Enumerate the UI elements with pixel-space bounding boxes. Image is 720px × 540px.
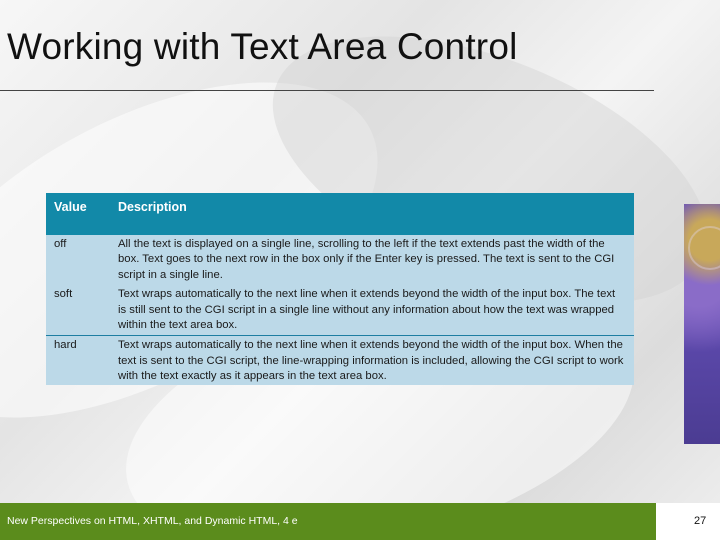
row-value: hard (54, 339, 77, 352)
header-description: Description (118, 193, 634, 235)
page-number: 27 (694, 515, 707, 527)
wrap-values-table (46, 193, 634, 385)
table-row (46, 235, 634, 285)
decorative-photo (684, 204, 720, 444)
row-description: All the text is displayed on a single line, scrolling to the left if the text extends past the width of the box. Text goes to the next row in the box only if the Enter key is pressed. The text is sent to the CGI script in a single line. (118, 238, 615, 281)
table-header-row (46, 193, 634, 235)
title-divider (0, 90, 654, 91)
slide-title: Working with Text Area Control (7, 26, 518, 67)
footer-text: New Perspectives on HTML, XHTML, and Dynamic HTML, 4 e (7, 515, 298, 527)
row-description: Text wraps automatically to the next line when it extends beyond the width of the input box. The text is still sent to the CGI script in a single line without any information about how the text was wrapped within the text area box. (118, 285, 634, 336)
header-value: Value (46, 193, 118, 235)
table-row (46, 336, 634, 385)
row-description: Text wraps automatically to the next line when it extends beyond the width of the input box. When the text is sent to the CGI script, the line-wrapping information is included, allowing the CGI script to work with the text exactly as it appears in the text area box. (118, 339, 624, 383)
photo-swirl (688, 226, 720, 270)
footer-page-box (656, 503, 720, 540)
row-value: soft (46, 285, 118, 336)
table-row (46, 285, 634, 336)
row-value: off (54, 238, 67, 250)
